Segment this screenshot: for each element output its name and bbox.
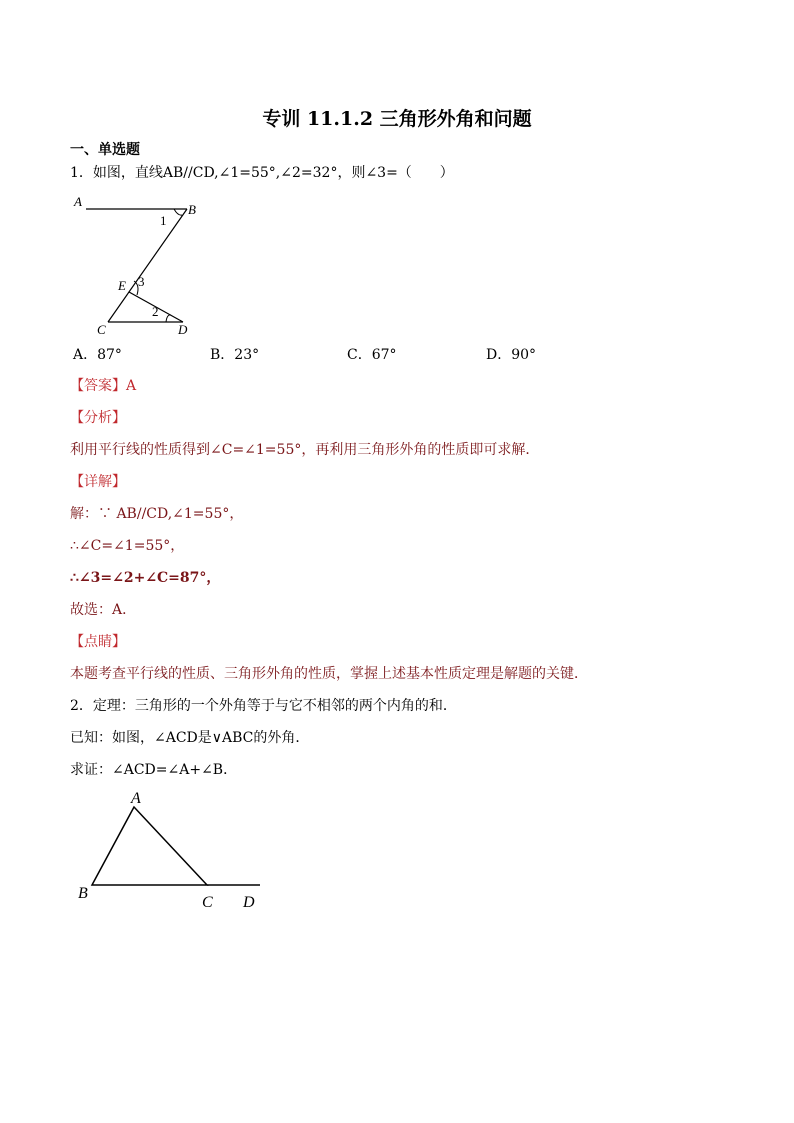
answer-label: 【答案】A [70, 378, 137, 394]
detail-line-2: ∴∠C=∠1=55°， [70, 538, 185, 554]
label-A: A [74, 194, 82, 209]
line-bc [108, 209, 187, 322]
label-B: B [78, 885, 88, 902]
angle-2-arc [166, 315, 171, 322]
comment-text: 本题考查平行线的性质、三角形外角的性质，掌握上述基本性质定理是解题的关键． [70, 666, 588, 682]
analysis-heading: 【分析】 [70, 410, 126, 426]
label-A: A [131, 790, 141, 807]
question-2-theorem: 2．定理：三角形的一个外角等于与它不相邻的两个内角的和． [70, 698, 457, 714]
comment-heading: 【点睛】 [70, 634, 126, 650]
triangle-abc [92, 807, 207, 885]
label-3: 3 [138, 274, 145, 289]
question-2-prove: 求证：∠ACD=∠A+∠B． [70, 762, 238, 778]
section-heading: 一、单选题 [70, 142, 140, 158]
option-c: C．67° [347, 347, 397, 363]
question-1-figure [70, 192, 210, 338]
detail-heading: 【详解】 [70, 474, 126, 490]
label-C: C [202, 894, 213, 911]
page-title: 专训 11.1.2 三角形外角和问题 [262, 108, 532, 130]
option-a: A．87° [73, 347, 122, 363]
label-C: C [97, 322, 106, 337]
label-2: 2 [152, 304, 159, 319]
question-2-given: 已知：如图，∠ACD是∨ABC的外角． [70, 730, 310, 746]
label-D: D [243, 894, 255, 911]
question-1-text: 1．如图，直线AB//CD,∠1=55°,∠2=32°，则∠3=（ ） [70, 165, 454, 181]
option-b: B．23° [210, 347, 260, 363]
label-E: E [118, 278, 126, 293]
analysis-text: 利用平行线的性质得到∠C=∠1=55°，再利用三角形外角的性质即可求解． [70, 442, 540, 458]
question-2-figure [70, 786, 270, 914]
detail-line-3: ∴∠3=∠2+∠C=87°， [70, 570, 221, 586]
angle-1-arc [174, 209, 182, 215]
detail-line-1: 解：∵ AB//CD,∠1=55°， [70, 506, 244, 522]
option-d: D．90° [486, 347, 537, 363]
label-1: 1 [160, 213, 167, 228]
detail-line-4: 故选：A． [70, 602, 137, 618]
label-B: B [188, 202, 196, 217]
label-D: D [178, 322, 188, 337]
